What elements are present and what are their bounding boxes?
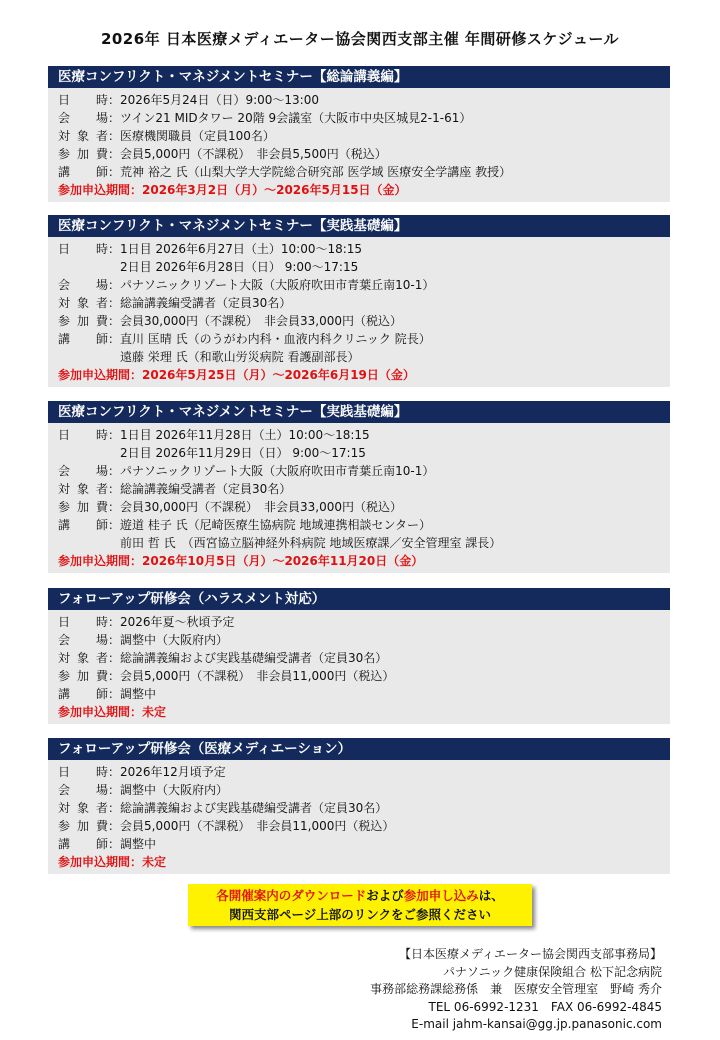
date-value: 2026年夏〜秋頃予定 bbox=[120, 615, 235, 629]
download-notice-box bbox=[188, 884, 532, 926]
lecturer-label: 講 師 bbox=[58, 165, 108, 179]
fee-label: 参加費 bbox=[58, 500, 108, 514]
venue-value: ツイン21 MIDタワー 20階 9会議室（大阪市中央区城見2-1-61） bbox=[120, 111, 472, 125]
application-deadline: 参加申込期間：未定 bbox=[58, 705, 167, 719]
fee-label: 参加費 bbox=[58, 314, 108, 328]
target-value: 総論講義編受講者（定員30名） bbox=[120, 482, 292, 496]
target-label: 対象者 bbox=[58, 296, 108, 310]
lecturer-label: 講 師 bbox=[58, 518, 108, 532]
fee-row: 参加費 ： 会員5,000円（不課税） 非会員5,500円（税込） bbox=[58, 145, 662, 163]
section-heading: 医療コンフリクト・マネジメントセミナー【実践基礎編】 bbox=[48, 215, 670, 237]
target-value: 総論講義編受講者（定員30名） bbox=[120, 296, 292, 310]
seminar-section-practical-november bbox=[48, 401, 670, 573]
lecturer-value: 調整中 bbox=[120, 837, 157, 851]
venue-label: 会 場 bbox=[58, 111, 108, 125]
contact-department: 事務部総務課総務係 兼 医療安全管理室 野崎 秀介 bbox=[370, 982, 662, 996]
lecturer-row: 講 師 ： 荒神 裕之 氏（山梨大学大学院総合研究部 医学域 医療安全学講座 教授） bbox=[58, 163, 662, 181]
fee-value: 会員5,000円（不課税） 非会員5,500円（税込） bbox=[120, 147, 387, 161]
venue-row: 会 場 ： パナソニックリゾート大阪（大阪府吹田市青葉丘南10-1） bbox=[58, 276, 662, 294]
target-value: 医療機関職員（定員100名） bbox=[120, 129, 275, 143]
date-value-2: 2日目 2026年6月28日（日） 9:00〜17:15 bbox=[120, 260, 359, 274]
seminar-section-general-lecture bbox=[48, 66, 670, 202]
application-deadline: 参加申込期間：未定 bbox=[58, 855, 167, 869]
date-row: 日 時 ： 1日目 2026年6月27日（土）10:00〜18:15 bbox=[58, 240, 662, 258]
fee-value: 会員30,000円（不課税） 非会員33,000円（税込） bbox=[120, 500, 402, 514]
fee-label: 参加費 bbox=[58, 669, 108, 683]
fee-row: 参加費 ： 会員5,000円（不課税） 非会員11,000円（税込） bbox=[58, 817, 662, 835]
notice-suffix: は、 bbox=[478, 888, 504, 903]
date-row-2 bbox=[58, 444, 662, 462]
venue-row: 会 場 ： 調整中（大阪府内） bbox=[58, 631, 662, 649]
venue-row: 会 場 ： パナソニックリゾート大阪（大阪府吹田市青葉丘南10-1） bbox=[58, 462, 662, 480]
lecturer-row: 講 師 ： 遊道 桂子 氏（尼崎医療生協病院 地域連携相談センター） bbox=[58, 516, 662, 534]
section-heading: 医療コンフリクト・マネジメントセミナー【実践基礎編】 bbox=[48, 401, 670, 423]
lecturer-value: 調整中 bbox=[120, 687, 157, 701]
date-label: 日 時 bbox=[58, 93, 108, 107]
lecturer-row-2 bbox=[58, 534, 662, 552]
lecturer-label: 講 師 bbox=[58, 332, 108, 346]
notice-conjunction: および bbox=[366, 888, 404, 903]
lecturer-value-2: 遠藤 栄理 氏（和歌山労災病院 看護副部長） bbox=[120, 350, 360, 364]
notice-apply-text: 参加申し込み bbox=[403, 888, 479, 903]
seminar-section-practical-june bbox=[48, 215, 670, 387]
target-row: 対象者 ： 医療機関職員（定員100名） bbox=[58, 127, 662, 145]
fee-row: 参加費 ： 会員30,000円（不課税） 非会員33,000円（税込） bbox=[58, 498, 662, 516]
fee-value: 会員5,000円（不課税） 非会員11,000円（税込） bbox=[120, 819, 395, 833]
date-value: 1日目 2026年11月28日（土）10:00〜18:15 bbox=[120, 428, 370, 442]
venue-label: 会 場 bbox=[58, 278, 108, 292]
target-row: 対象者 ： 総論講義編および実践基礎編受講者（定員30名） bbox=[58, 649, 662, 667]
date-row: 日 時 ： 1日目 2026年11月28日（土）10:00〜18:15 bbox=[58, 426, 662, 444]
notice-download-text: 各開催案内のダウンロード bbox=[216, 888, 367, 903]
section-body bbox=[48, 88, 670, 202]
venue-row: 会 場 ： ツイン21 MIDタワー 20階 9会議室（大阪市中央区城見2-1-61） bbox=[58, 109, 662, 127]
section-body bbox=[48, 760, 670, 874]
target-row: 対象者 ： 総論講義編受講者（定員30名） bbox=[58, 480, 662, 498]
target-row: 対象者 ： 総論講義編受講者（定員30名） bbox=[58, 294, 662, 312]
venue-label: 会 場 bbox=[58, 783, 108, 797]
lecturer-value: 遊道 桂子 氏（尼崎医療生協病院 地域連携相談センター） bbox=[120, 518, 431, 532]
contact-email: E-mail jahm-kansai@gg.jp.panasonic.com bbox=[411, 1017, 662, 1031]
fee-value: 会員5,000円（不課税） 非会員11,000円（税込） bbox=[120, 669, 395, 683]
lecturer-row: 講 師 ： 直川 匡晴 氏（のうがわ内科・血液内科クリニック 院長） bbox=[58, 330, 662, 348]
section-heading: 医療コンフリクト・マネジメントセミナー【総論講義編】 bbox=[48, 66, 670, 88]
application-deadline: 参加申込期間：2026年3月2日（月）〜2026年5月15日（金） bbox=[58, 183, 407, 197]
date-row: 日 時 ： 2026年5月24日（日）9:00〜13:00 bbox=[58, 91, 662, 109]
lecturer-row: 講 師 ： 調整中 bbox=[58, 685, 662, 703]
date-value: 2026年5月24日（日）9:00〜13:00 bbox=[120, 93, 319, 107]
fee-label: 参加費 bbox=[58, 819, 108, 833]
date-value: 2026年12月頃予定 bbox=[120, 765, 226, 779]
contact-info bbox=[370, 946, 662, 1034]
lecturer-value-2: 前田 哲 氏 （西宮協立脳神経外科病院 地域医療課／安全管理室 課長） bbox=[120, 536, 502, 550]
date-row: 日 時 ： 2026年夏〜秋頃予定 bbox=[58, 613, 662, 631]
date-row: 日 時 ： 2026年12月頃予定 bbox=[58, 763, 662, 781]
fee-label: 参加費 bbox=[58, 147, 108, 161]
page-title: 2026年 日本医療メディエーター協会関西支部主催 年間研修スケジュール bbox=[100, 30, 620, 48]
target-value: 総論講義編および実践基礎編受講者（定員30名） bbox=[120, 651, 388, 665]
lecturer-label: 講 師 bbox=[58, 687, 108, 701]
lecturer-value: 荒神 裕之 氏（山梨大学大学院総合研究部 医学域 医療安全学講座 教授） bbox=[120, 165, 512, 179]
target-label: 対象者 bbox=[58, 129, 108, 143]
date-label: 日 時 bbox=[58, 615, 108, 629]
target-value: 総論講義編および実践基礎編受講者（定員30名） bbox=[120, 801, 388, 815]
date-value-2: 2日目 2026年11月29日（日） 9:00〜17:15 bbox=[120, 446, 366, 460]
section-heading: フォローアップ研修会（医療メディエーション） bbox=[48, 738, 670, 760]
application-deadline: 参加申込期間：2026年5月25日（月）〜2026年6月19日（金） bbox=[58, 368, 415, 382]
venue-value: パナソニックリゾート大阪（大阪府吹田市青葉丘南10-1） bbox=[120, 278, 435, 292]
date-value: 1日目 2026年6月27日（土）10:00〜18:15 bbox=[120, 242, 363, 256]
lecturer-row: 講 師 ： 調整中 bbox=[58, 835, 662, 853]
lecturer-row-2 bbox=[58, 348, 662, 366]
application-deadline: 参加申込期間：2026年10月5日（月）〜2026年11月20日（金） bbox=[58, 554, 424, 568]
fee-row: 参加費 ： 会員30,000円（不課税） 非会員33,000円（税込） bbox=[58, 312, 662, 330]
section-heading: フォローアップ研修会（ハラスメント対応） bbox=[48, 588, 670, 610]
venue-value: パナソニックリゾート大阪（大阪府吹田市青葉丘南10-1） bbox=[120, 464, 435, 478]
date-label: 日 時 bbox=[58, 765, 108, 779]
contact-office: 【日本医療メディエーター協会関西支部事務局】 bbox=[398, 947, 662, 961]
contact-organization: パナソニック健康保険組合 松下記念病院 bbox=[443, 964, 662, 979]
section-body bbox=[48, 237, 670, 387]
section-body bbox=[48, 610, 670, 724]
followup-section-mediation bbox=[48, 738, 670, 874]
venue-value: 調整中（大阪府内） bbox=[120, 633, 229, 647]
venue-row: 会 場 ： 調整中（大阪府内） bbox=[58, 781, 662, 799]
fee-value: 会員30,000円（不課税） 非会員33,000円（税込） bbox=[120, 314, 402, 328]
venue-label: 会 場 bbox=[58, 464, 108, 478]
notice-line-1 bbox=[188, 886, 532, 905]
notice-line-2: 関西支部ページ上部のリンクをご参照ください bbox=[228, 907, 491, 922]
target-label: 対象者 bbox=[58, 801, 108, 815]
venue-value: 調整中（大阪府内） bbox=[120, 783, 229, 797]
target-row: 対象者 ： 総論講義編および実践基礎編受講者（定員30名） bbox=[58, 799, 662, 817]
fee-row: 参加費 ： 会員5,000円（不課税） 非会員11,000円（税込） bbox=[58, 667, 662, 685]
lecturer-label: 講 師 bbox=[58, 837, 108, 851]
target-label: 対象者 bbox=[58, 482, 108, 496]
contact-phone-fax: TEL 06-6992-1231 FAX 06-6992-4845 bbox=[428, 999, 662, 1014]
date-label: 日 時 bbox=[58, 428, 108, 442]
date-label: 日 時 bbox=[58, 242, 108, 256]
section-body bbox=[48, 423, 670, 573]
lecturer-value: 直川 匡晴 氏（のうがわ内科・血液内科クリニック 院長） bbox=[120, 332, 431, 346]
venue-label: 会 場 bbox=[58, 633, 108, 647]
followup-section-harassment bbox=[48, 588, 670, 724]
target-label: 対象者 bbox=[58, 651, 108, 665]
date-row-2 bbox=[58, 258, 662, 276]
